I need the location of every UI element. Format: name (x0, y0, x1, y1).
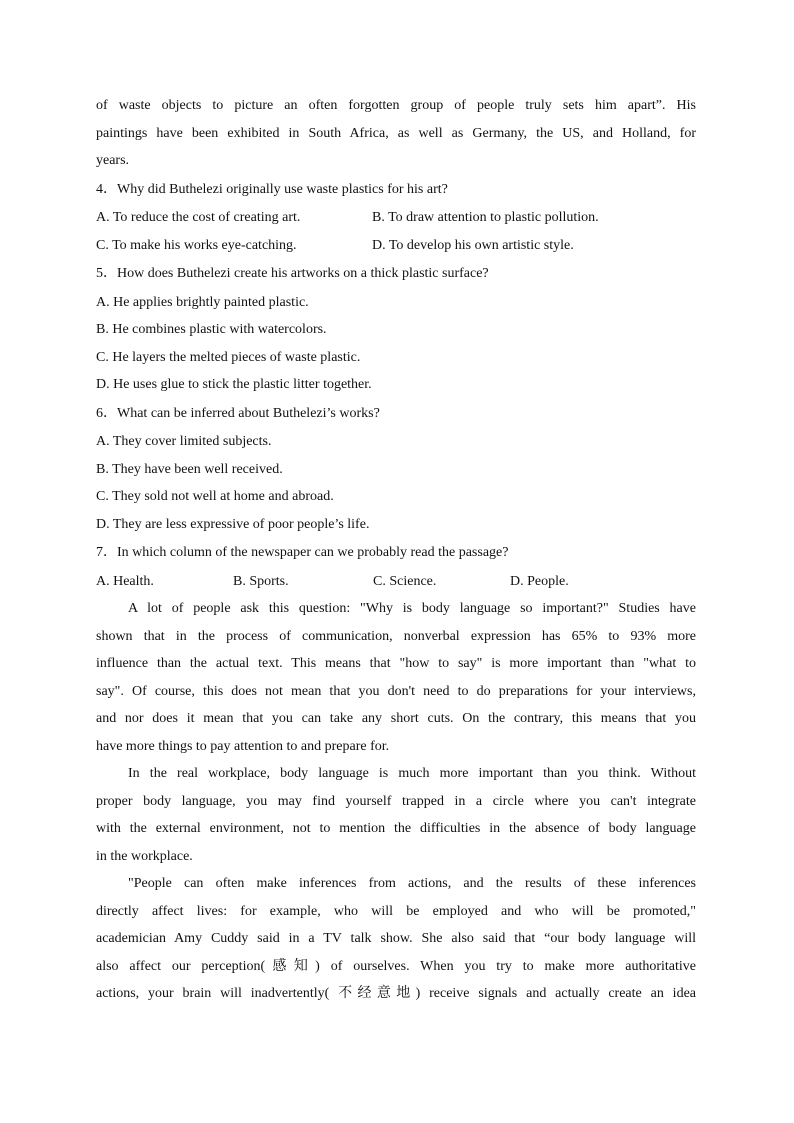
option-c: C. Science. (373, 573, 437, 589)
option-a: A. They cover limited subjects. (96, 434, 272, 449)
option-row (96, 232, 696, 260)
option-a: A. He applies brightly painted plastic. (96, 294, 309, 310)
option-d: D. To develop his own artistic style. (372, 237, 574, 253)
option-b: B. Sports. (233, 573, 289, 589)
option-c: C. To make his works eye-catching. (96, 237, 297, 253)
option-row (96, 204, 696, 232)
question-stem: 6．What can be inferred about Buthelezi’s works? (96, 405, 380, 421)
passage-paragraph-2 (96, 760, 696, 870)
text-line: A lot of people ask this question: "Why is body language so important?" Studies have (128, 601, 696, 616)
option-c: C. They sold not well at home and abroad. (96, 489, 334, 504)
option-d: D. They are less expressive of poor people’s life. (96, 516, 370, 532)
question-4 (96, 175, 696, 260)
option-b: B. He combines plastic with watercolors. (96, 322, 327, 337)
passage-paragraph-1 (96, 595, 696, 760)
text-line: academician Amy Cuddy said in a TV talk show. She also said that “our body language will (96, 931, 696, 946)
intro-paragraph (96, 92, 696, 175)
text-line: directly affect lives: for example, who will be employed and who will be promoted," (96, 903, 696, 919)
text-line: of waste objects to picture an often forgotten group of people truly sets him apart”. His (96, 98, 696, 113)
option-c: C. He layers the melted pieces of waste plastic. (96, 349, 361, 365)
text-line: "People can often make inferences from actions, and the results of these inferences (128, 876, 696, 891)
question-stem: 4．Why did Buthelezi originally use waste plastics for his art? (96, 181, 448, 197)
text-line: actions, your brain will inadvertently( 不经意地) receive signals and actually create an idea (96, 986, 696, 1001)
text-line: years. (96, 153, 130, 168)
text-line: have more things to pay attention to and prepare for. (96, 738, 390, 754)
question-6 (96, 399, 696, 539)
option-a: A. Health. (96, 573, 154, 589)
text-line: say". Of course, this does not mean that you don't need to do preparations for your interviews, (96, 683, 696, 699)
passage-paragraph-3 (96, 870, 696, 1008)
question-stem: 5．How does Buthelezi create his artworks on a thick plastic surface? (96, 266, 489, 281)
text-line: with the external environment, not to mention the difficulties in the absence of body language (96, 821, 696, 836)
text-line: also affect our perception(感知) of ourselves. When you try to make more authoritative (96, 958, 696, 974)
text-line: influence than the actual text. This means that "how to say" is more important than "what to (96, 656, 696, 671)
text-line: shown that in the process of communication, nonverbal expression has 65% to 93% more (96, 628, 696, 644)
option-a: A. To reduce the cost of creating art. (96, 210, 301, 225)
option-row (96, 568, 696, 596)
text-line: proper body language, you may find yourself trapped in a circle where you can't integrate (96, 793, 696, 809)
text-line: In the real workplace, body language is much more important than you think. Without (128, 766, 696, 781)
option-b: B. To draw attention to plastic pollution. (372, 210, 599, 225)
question-7 (96, 538, 696, 595)
option-b: B. They have been well received. (96, 461, 283, 477)
option-d: D. People. (510, 573, 569, 589)
text-line: and nor does it mean that you can take any short cuts. On the contrary, this means that you (96, 711, 696, 726)
question-stem: 7．In which column of the newspaper can we probably read the passage? (96, 545, 509, 560)
option-d: D. He uses glue to stick the plastic litter together. (96, 377, 372, 392)
question-5 (96, 259, 696, 399)
text-line: paintings have been exhibited in South Africa, as well as Germany, the US, and Holland, for (96, 125, 696, 141)
text-line: in the workplace. (96, 848, 193, 864)
document-body (96, 92, 696, 1008)
